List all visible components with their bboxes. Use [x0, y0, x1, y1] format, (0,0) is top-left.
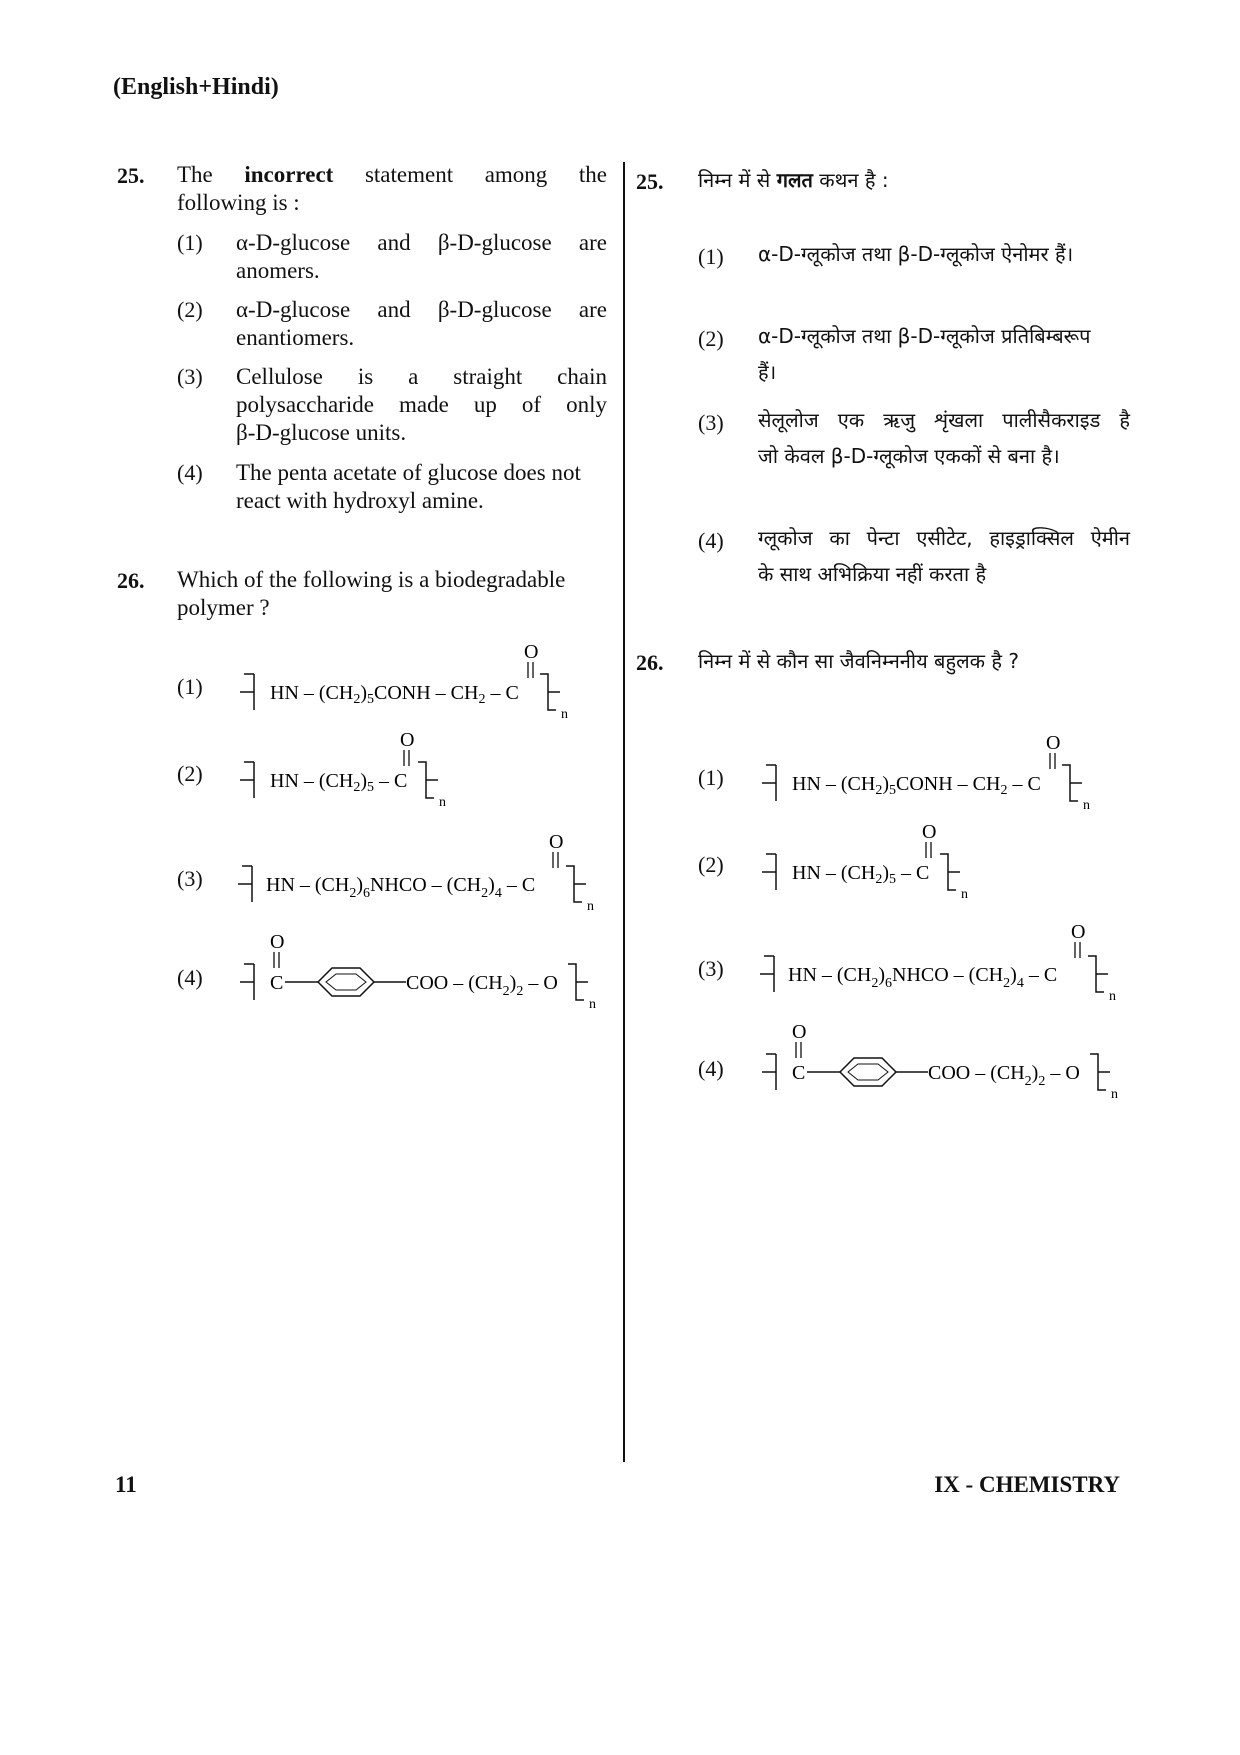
svg-text:n: n: [961, 887, 968, 900]
option-line: Cellulose is a straight chain: [236, 364, 607, 389]
stem-text: निम्न में से: [698, 168, 771, 192]
option-number: (4): [698, 1056, 724, 1081]
stem-text: कथन है :: [819, 168, 889, 192]
question-stem: [698, 162, 1128, 198]
option-line: anomers.: [236, 258, 320, 283]
option-number: (2): [177, 761, 203, 786]
stem-emphasis: incorrect: [244, 162, 334, 187]
option-text: [758, 402, 1130, 474]
subject-label: IX - CHEMISTRY: [934, 1472, 1120, 1497]
polymer-formula-4: [760, 1020, 1130, 1100]
question-stem: [177, 566, 607, 622]
svg-text:O: O: [270, 931, 285, 953]
svg-text:HN – (CH2)6NHCO – (CH2)4 – C: HN – $(CH_2)_6NHCO - (CH_2)_4$ – C: [266, 874, 536, 901]
option-number: (2): [177, 297, 203, 322]
option-line: polysaccharide made up of only: [236, 392, 607, 417]
option-line: जो केवल β-D-ग्लूकोज एककों से बना है।: [758, 444, 1060, 468]
option-number: (2): [698, 326, 724, 351]
question-number: 26.: [636, 650, 664, 675]
svg-text:O: O: [922, 821, 937, 843]
option-number: (2): [698, 852, 724, 877]
option-number: (4): [177, 460, 203, 485]
option-number: (1): [177, 674, 203, 699]
option-number: (3): [177, 866, 203, 891]
question-number: 25.: [636, 169, 664, 194]
polymer-formula-1: [238, 640, 598, 720]
question-number: 26.: [117, 568, 145, 593]
svg-text:n: n: [439, 795, 446, 808]
question-number: 25.: [117, 163, 145, 188]
svg-text:HN – (CH2)5 – C: HN – $(CH_2)_5$ – C: [270, 770, 408, 795]
option-line: β-D-glucose units.: [236, 420, 407, 445]
question-stem-line: निम्न में से कौन सा जैवनिम्ननीय बहुलक है ?: [698, 649, 1019, 673]
page-number: 11: [115, 1472, 137, 1497]
question-stem-line: [177, 161, 607, 189]
svg-text:C: C: [792, 1062, 806, 1084]
polymer-formula-3: [236, 832, 606, 912]
svg-text:n: n: [1109, 989, 1116, 1002]
option-text: [236, 296, 607, 352]
svg-text:HN – (CH2)5 – C: HN – $(CH_2)_5$ – C: [792, 862, 930, 887]
option-text: [758, 318, 1130, 390]
svg-text:O: O: [1046, 732, 1061, 754]
svg-text:O: O: [792, 1021, 807, 1043]
option-line: α-D-glucose and β-D-glucose are: [236, 297, 607, 322]
option-number: (1): [698, 244, 724, 269]
option-text: [236, 363, 607, 447]
svg-text:O: O: [1071, 922, 1086, 943]
svg-text:HN – (CH2)5CONH – CH2 – C: HN – $(CH_2)_5CONH - CH_2$ – C: [792, 773, 1041, 798]
option-text: [758, 520, 1130, 592]
svg-text:n: n: [587, 899, 594, 912]
option-number: (4): [698, 528, 724, 553]
polymer-formula-4: [238, 930, 608, 1010]
stem-text: The: [177, 162, 213, 187]
question-stem-line: polymer ?: [177, 595, 270, 620]
option-number: (1): [698, 765, 724, 790]
svg-text:O: O: [549, 832, 564, 853]
option-line: हैं।: [758, 360, 777, 384]
stem-emphasis: गलत: [776, 168, 813, 192]
svg-text:HN – (CH2)6NHCO – (CH2)4 – C: HN – $(CH_2)_6NHCO - (CH_2)_4$ – C: [788, 964, 1058, 991]
question-stem: [177, 161, 607, 217]
svg-text:n: n: [561, 707, 568, 720]
polymer-formula-1: [760, 731, 1120, 811]
option-number: (4): [177, 965, 203, 990]
option-line: enantiomers.: [236, 325, 355, 350]
svg-text:COO – (CH2)2 – O: COO – $(CH_2)_2$ – O: [406, 972, 558, 999]
polymer-formula-3: [758, 922, 1128, 1002]
svg-text:COO – (CH2)2 – O: COO – $(CH_2)_2$ – O: [928, 1062, 1080, 1089]
svg-text:n: n: [1111, 1087, 1118, 1100]
column-divider: [623, 162, 625, 1462]
option-line: ग्लूकोज का पेन्टा एसीटेट, हाइड्राक्सिल ऐमीन: [758, 526, 1130, 550]
option-line: The penta acetate of glucose does not: [236, 460, 581, 485]
polymer-formula-2: [238, 728, 498, 808]
page-header: (English+Hindi): [113, 74, 279, 100]
svg-text:HN – (CH2)5CONH – CH2 – C: HN – $(CH_2)_5CONH - CH_2$ – C: [270, 682, 519, 707]
question-stem: [698, 643, 1128, 679]
option-number: (1): [177, 230, 203, 255]
svg-text:O: O: [524, 641, 539, 663]
svg-text:O: O: [400, 729, 415, 751]
option-text: [236, 229, 607, 285]
polymer-formula-2: [760, 820, 1020, 900]
option-line: α-D-ग्लूकोज तथा β-D-ग्लूकोज प्रतिबिम्बरूप: [758, 324, 1091, 348]
option-text: [236, 459, 607, 515]
svg-text:C: C: [270, 972, 284, 994]
option-line: α-D-ग्लूकोज तथा β-D-ग्लूकोज ऐनोमर हैं।: [758, 242, 1074, 266]
option-number: (3): [698, 956, 724, 981]
svg-text:n: n: [589, 997, 596, 1010]
svg-text:n: n: [1083, 798, 1090, 811]
option-number: (3): [698, 410, 724, 435]
option-text: [758, 236, 1130, 272]
stem-text: statement among the: [364, 162, 607, 187]
option-line: सेलूलोज एक ऋजु शृंखला पालीसैकराइड है: [758, 408, 1130, 432]
option-line: α-D-glucose and β-D-glucose are: [236, 230, 607, 255]
question-stem-line: Which of the following is a biodegradable: [177, 567, 566, 592]
option-line: के साथ अभिक्रिया नहीं करता है: [758, 562, 987, 586]
question-stem-line: following is :: [177, 190, 300, 215]
option-number: (3): [177, 364, 203, 389]
option-line: react with hydroxyl amine.: [236, 488, 484, 513]
